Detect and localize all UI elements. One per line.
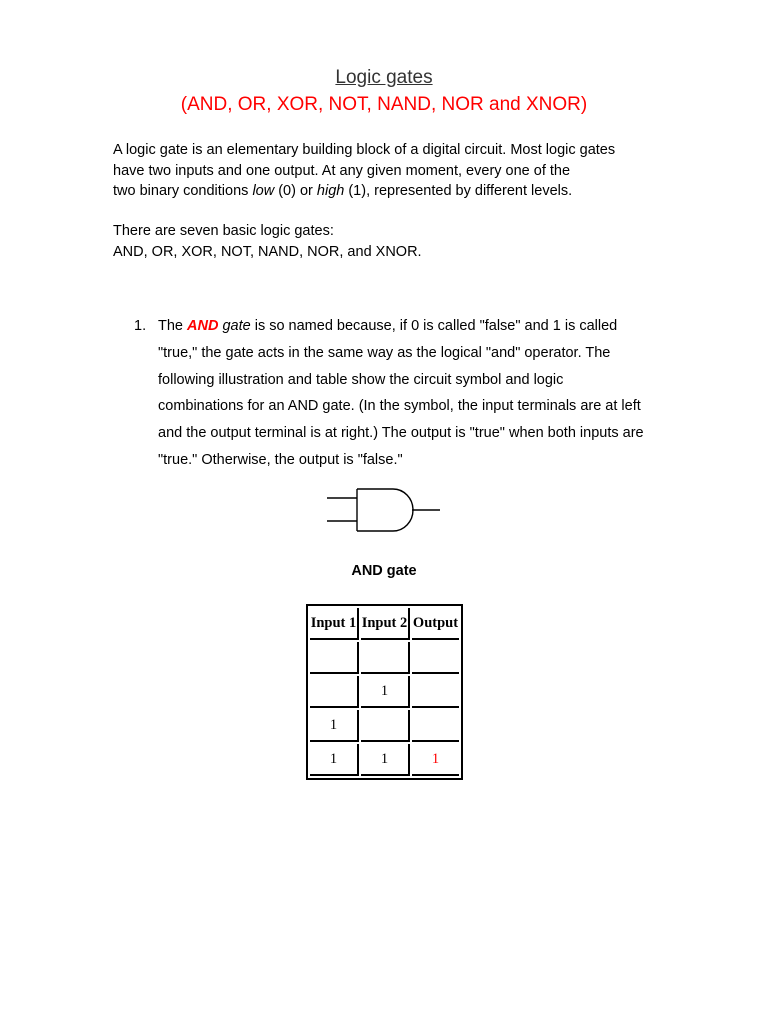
page-subtitle: (AND, OR, XOR, NOT, NAND, NOR and XNOR) bbox=[180, 94, 588, 115]
table-row bbox=[310, 744, 459, 776]
cell-output bbox=[412, 676, 459, 708]
desc-rest: is so named because, if 0 is called "false" and 1 is called "true," the gate acts in the same way as the logical "and" operator. The following illustration and table show the circuit symbol and logic combinations for an AND gate. (In the symbol, the input terminals are at left and the output terminal is at right.) The output is "true" when both inputs are "true." Otherwise, the output is "false." bbox=[158, 318, 644, 468]
high-term: high bbox=[316, 183, 345, 199]
cell-output bbox=[412, 642, 459, 674]
cell-input-1 bbox=[310, 676, 359, 708]
intro-line-3-start: two binary conditions bbox=[113, 183, 253, 199]
low-term: low bbox=[252, 183, 275, 199]
cell-output bbox=[412, 710, 459, 742]
and-gate-symbol-icon bbox=[323, 484, 443, 534]
seven-line-2: AND, OR, XOR, NOT, NAND, NOR, and XNOR. bbox=[113, 243, 422, 260]
header-input-1: Input 1 bbox=[310, 608, 359, 640]
table-row bbox=[310, 676, 459, 708]
cell-input-1: 1 bbox=[310, 710, 359, 742]
intro-line-1: A logic gate is an elementary building block of a digital circuit. Most logic gates bbox=[113, 142, 616, 158]
truth-table bbox=[306, 604, 463, 780]
intro-paragraph bbox=[113, 140, 653, 202]
cell-output-true: 1 bbox=[412, 744, 459, 776]
header-input-2: Input 2 bbox=[361, 608, 410, 640]
table-row bbox=[310, 642, 459, 674]
cell-input-1 bbox=[310, 642, 359, 674]
seven-gates-paragraph bbox=[113, 221, 653, 262]
table-header-row bbox=[310, 608, 459, 640]
cell-input-2: 1 bbox=[361, 676, 410, 708]
cell-input-2 bbox=[361, 642, 410, 674]
gate-caption: AND gate bbox=[351, 563, 417, 579]
seven-line-1: There are seven basic logic gates: bbox=[113, 223, 334, 239]
list-number: 1. bbox=[134, 318, 147, 334]
intro-line-3-end: (1), represented by different levels. bbox=[344, 183, 573, 199]
table-row bbox=[310, 710, 459, 742]
and-gate-description bbox=[158, 313, 644, 474]
and-keyword: AND bbox=[187, 318, 219, 334]
header-output: Output bbox=[412, 608, 459, 640]
cell-input-2 bbox=[361, 710, 410, 742]
cell-input-2: 1 bbox=[361, 744, 410, 776]
intro-line-2: have two inputs and one output. At any given moment, every one of the bbox=[113, 162, 571, 179]
cell-input-1: 1 bbox=[310, 744, 359, 776]
desc-the: The bbox=[158, 318, 188, 334]
gate-word: gate bbox=[218, 318, 251, 334]
intro-line-3-mid: (0) or bbox=[274, 183, 317, 199]
page-title: Logic gates bbox=[335, 67, 433, 88]
